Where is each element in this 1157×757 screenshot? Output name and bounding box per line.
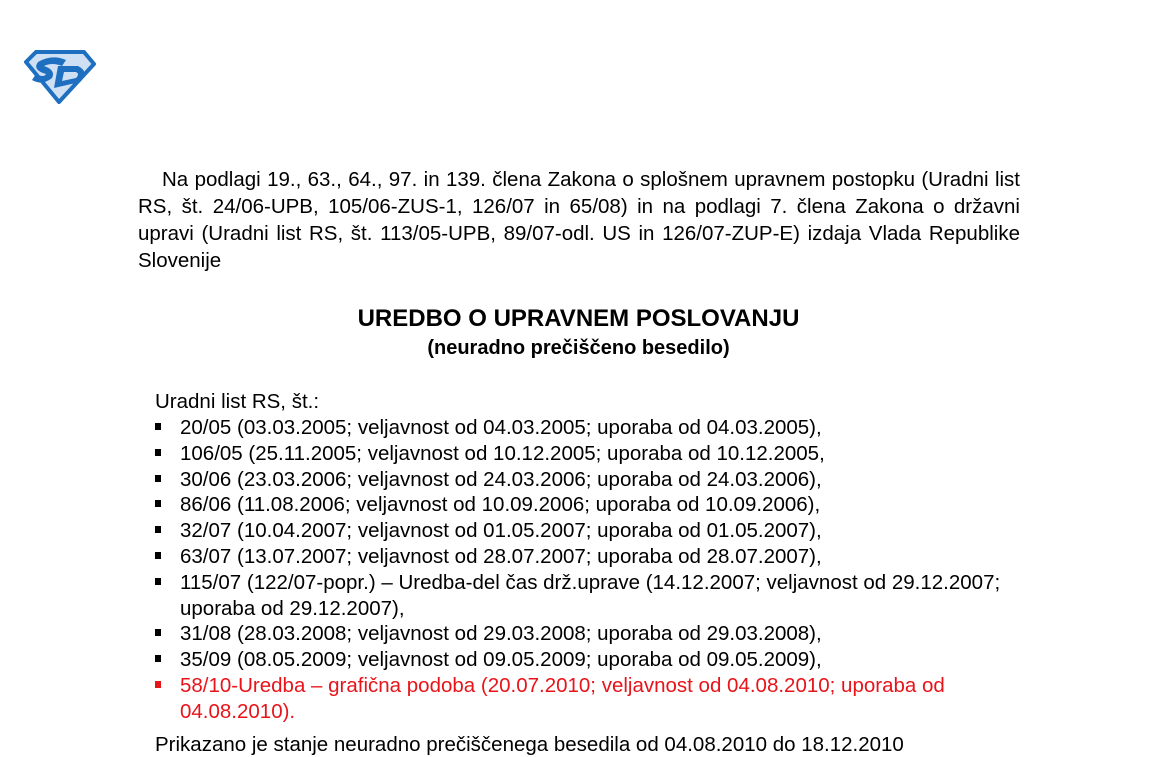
preamble-paragraph: Na podlagi 19., 63., 64., 97. in 139. člena Zakona o splošnem upravnem postopku (Uradni list RS, št. 24/06-UPB, 105/06-ZUS-1, 126/07 in 65/08) in na podlagi 7. člena Zakona o državni upravi (Uradni list RS, št. 113/05-UPB, 89/07-odl. US in 126/07-ZUP-E) izdaja Vlada Republike Slovenije bbox=[138, 168, 1020, 272]
list-item-text: 63/07 (13.07.2007; veljavnost od 28.07.2007; uporaba od 28.07.2007), bbox=[180, 544, 822, 568]
bullet-icon bbox=[155, 681, 161, 688]
list-item-text: 20/05 (03.03.2005; veljavnost od 04.03.2005; uporaba od 04.03.2005), bbox=[180, 416, 822, 439]
document-title: UREDBO O UPRAVNEM POSLOVANJU bbox=[357, 305, 800, 332]
list-item-text: 32/07 (10.04.2007; veljavnost od 01.05.2007; uporaba od 01.05.2007), bbox=[180, 519, 822, 543]
list-item bbox=[155, 492, 1035, 518]
list-item bbox=[155, 467, 1035, 493]
gazette-list bbox=[155, 415, 1035, 725]
bullet-icon bbox=[155, 578, 161, 585]
list-item-text: 106/05 (25.11.2005; veljavnost od 10.12.2005; uporaba od 10.12.2005, bbox=[180, 441, 825, 465]
list-item bbox=[155, 621, 1035, 647]
list-item bbox=[155, 570, 1035, 622]
list-item-text: 35/09 (08.05.2009; veljavnost od 09.05.2009; uporaba od 09.05.2009), bbox=[180, 648, 822, 672]
list-item bbox=[155, 518, 1035, 544]
bullet-icon bbox=[155, 552, 161, 559]
bullet-icon bbox=[155, 423, 161, 430]
document-subtitle: (neuradno prečiščeno besedilo) bbox=[427, 337, 730, 359]
list-item bbox=[155, 415, 1035, 441]
list-item bbox=[155, 647, 1035, 673]
bullet-icon bbox=[155, 655, 161, 662]
validity-note: Prikazano je stanje neuradno prečiščenega besedila od 04.08.2010 do 18.12.2010 bbox=[155, 733, 904, 756]
bullet-icon bbox=[155, 449, 161, 456]
logo-icon bbox=[22, 48, 96, 104]
bullet-icon bbox=[155, 500, 161, 507]
bullet-icon bbox=[155, 475, 161, 482]
list-item-text: 58/10-Uredba – grafična podoba (20.07.2010; veljavnost od 04.08.2010; uporaba od 04.08.2010). bbox=[180, 673, 945, 723]
list-item-text: 115/07 (122/07-popr.) – Uredba-del čas drž.uprave (14.12.2007; veljavnost od 29.12.2007; uporaba od 29.12.2007), bbox=[180, 570, 1001, 620]
gazette-list-heading: Uradni list RS, št.: bbox=[155, 390, 320, 413]
bullet-icon bbox=[155, 629, 161, 636]
list-item-text: 86/06 (11.08.2006; veljavnost od 10.09.2006; uporaba od 10.09.2006), bbox=[180, 493, 821, 517]
bullet-icon bbox=[155, 526, 161, 533]
list-item-text: 30/06 (23.03.2006; veljavnost od 24.03.2006; uporaba od 24.03.2006), bbox=[180, 467, 822, 491]
list-item-text: 31/08 (28.03.2008; veljavnost od 29.03.2008; uporaba od 29.03.2008), bbox=[180, 622, 822, 646]
list-item bbox=[155, 441, 1035, 467]
list-item-highlighted bbox=[155, 673, 1035, 725]
list-item bbox=[155, 544, 1035, 570]
